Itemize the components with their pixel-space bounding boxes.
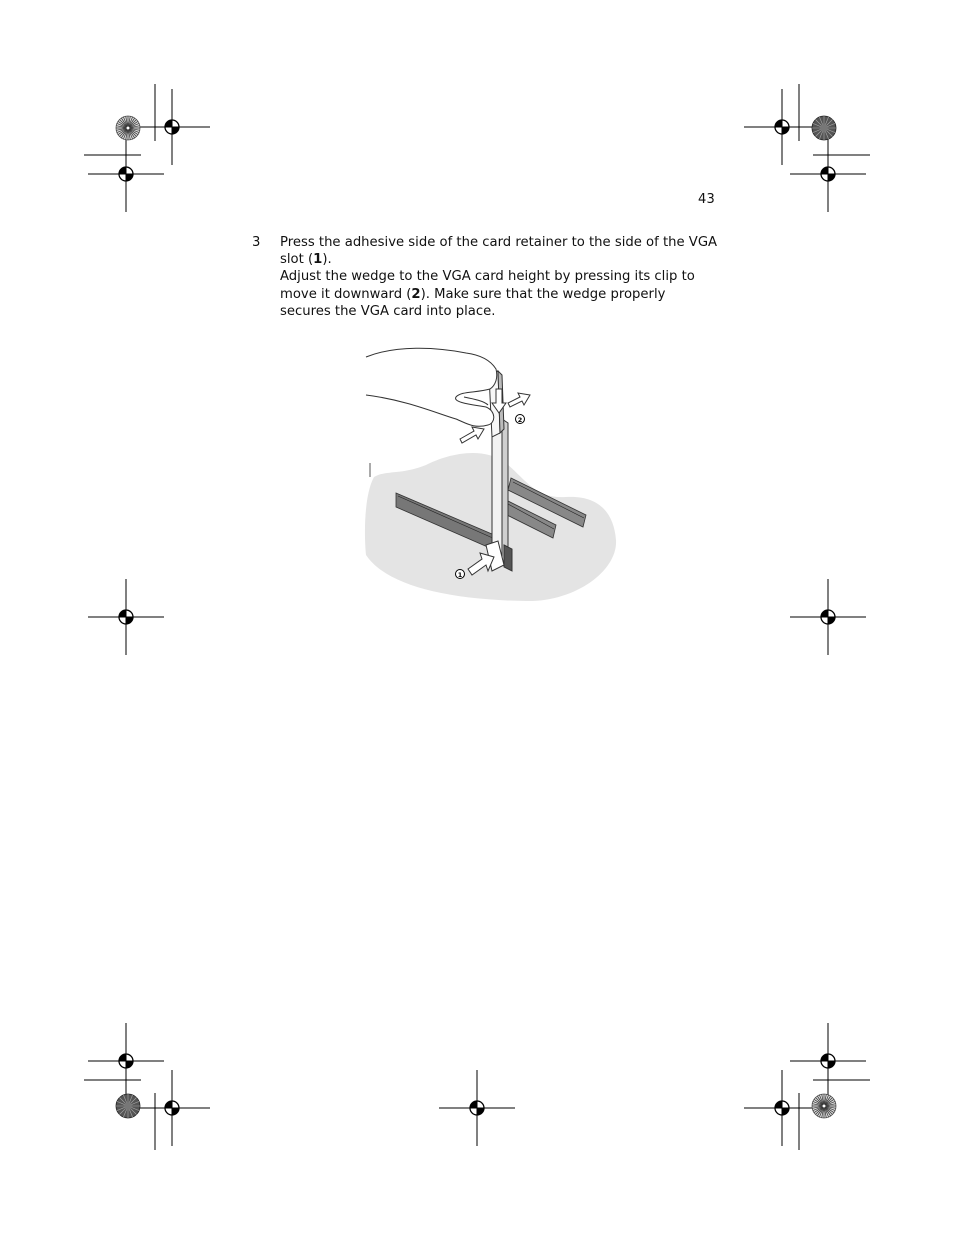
registration-mark (134, 1070, 210, 1146)
push-arrow-top (508, 393, 530, 407)
step-paragraph-1: Press the adhesive side of the card retainer to the side of the VGA slot (1). (280, 235, 718, 268)
registration-mark (134, 89, 210, 165)
card-retainer-illustration (356, 345, 622, 607)
page-number: 43 (698, 192, 715, 207)
callout-ref-1: 1 (313, 252, 323, 268)
hand (366, 348, 497, 426)
callout-2 (516, 415, 525, 425)
starburst-mark (812, 116, 836, 140)
svg-text:1: 1 (457, 571, 463, 579)
step-number: 3 (252, 235, 261, 250)
registration-mark (790, 579, 866, 655)
registration-mark (790, 1023, 866, 1099)
registration-mark (88, 579, 164, 655)
registration-mark (88, 1023, 164, 1099)
callout-1 (456, 570, 465, 580)
starburst-mark (116, 116, 140, 140)
registration-mark (744, 89, 820, 165)
push-arrow-left (460, 427, 484, 443)
registration-mark (439, 1070, 515, 1146)
registration-mark (88, 136, 164, 212)
board-shadow (365, 453, 616, 601)
step-paragraph-2: Adjust the wedge to the VGA card height by pressing its clip to move it downward (2). Make sure that the wedge properly secures the VGA card into place. (280, 269, 695, 319)
svg-text:2: 2 (517, 416, 523, 424)
registration-mark (790, 136, 866, 212)
registration-mark (744, 1070, 820, 1146)
starburst-mark (116, 1094, 140, 1118)
starburst-mark (812, 1094, 836, 1118)
callout-ref-2: 2 (411, 286, 421, 302)
